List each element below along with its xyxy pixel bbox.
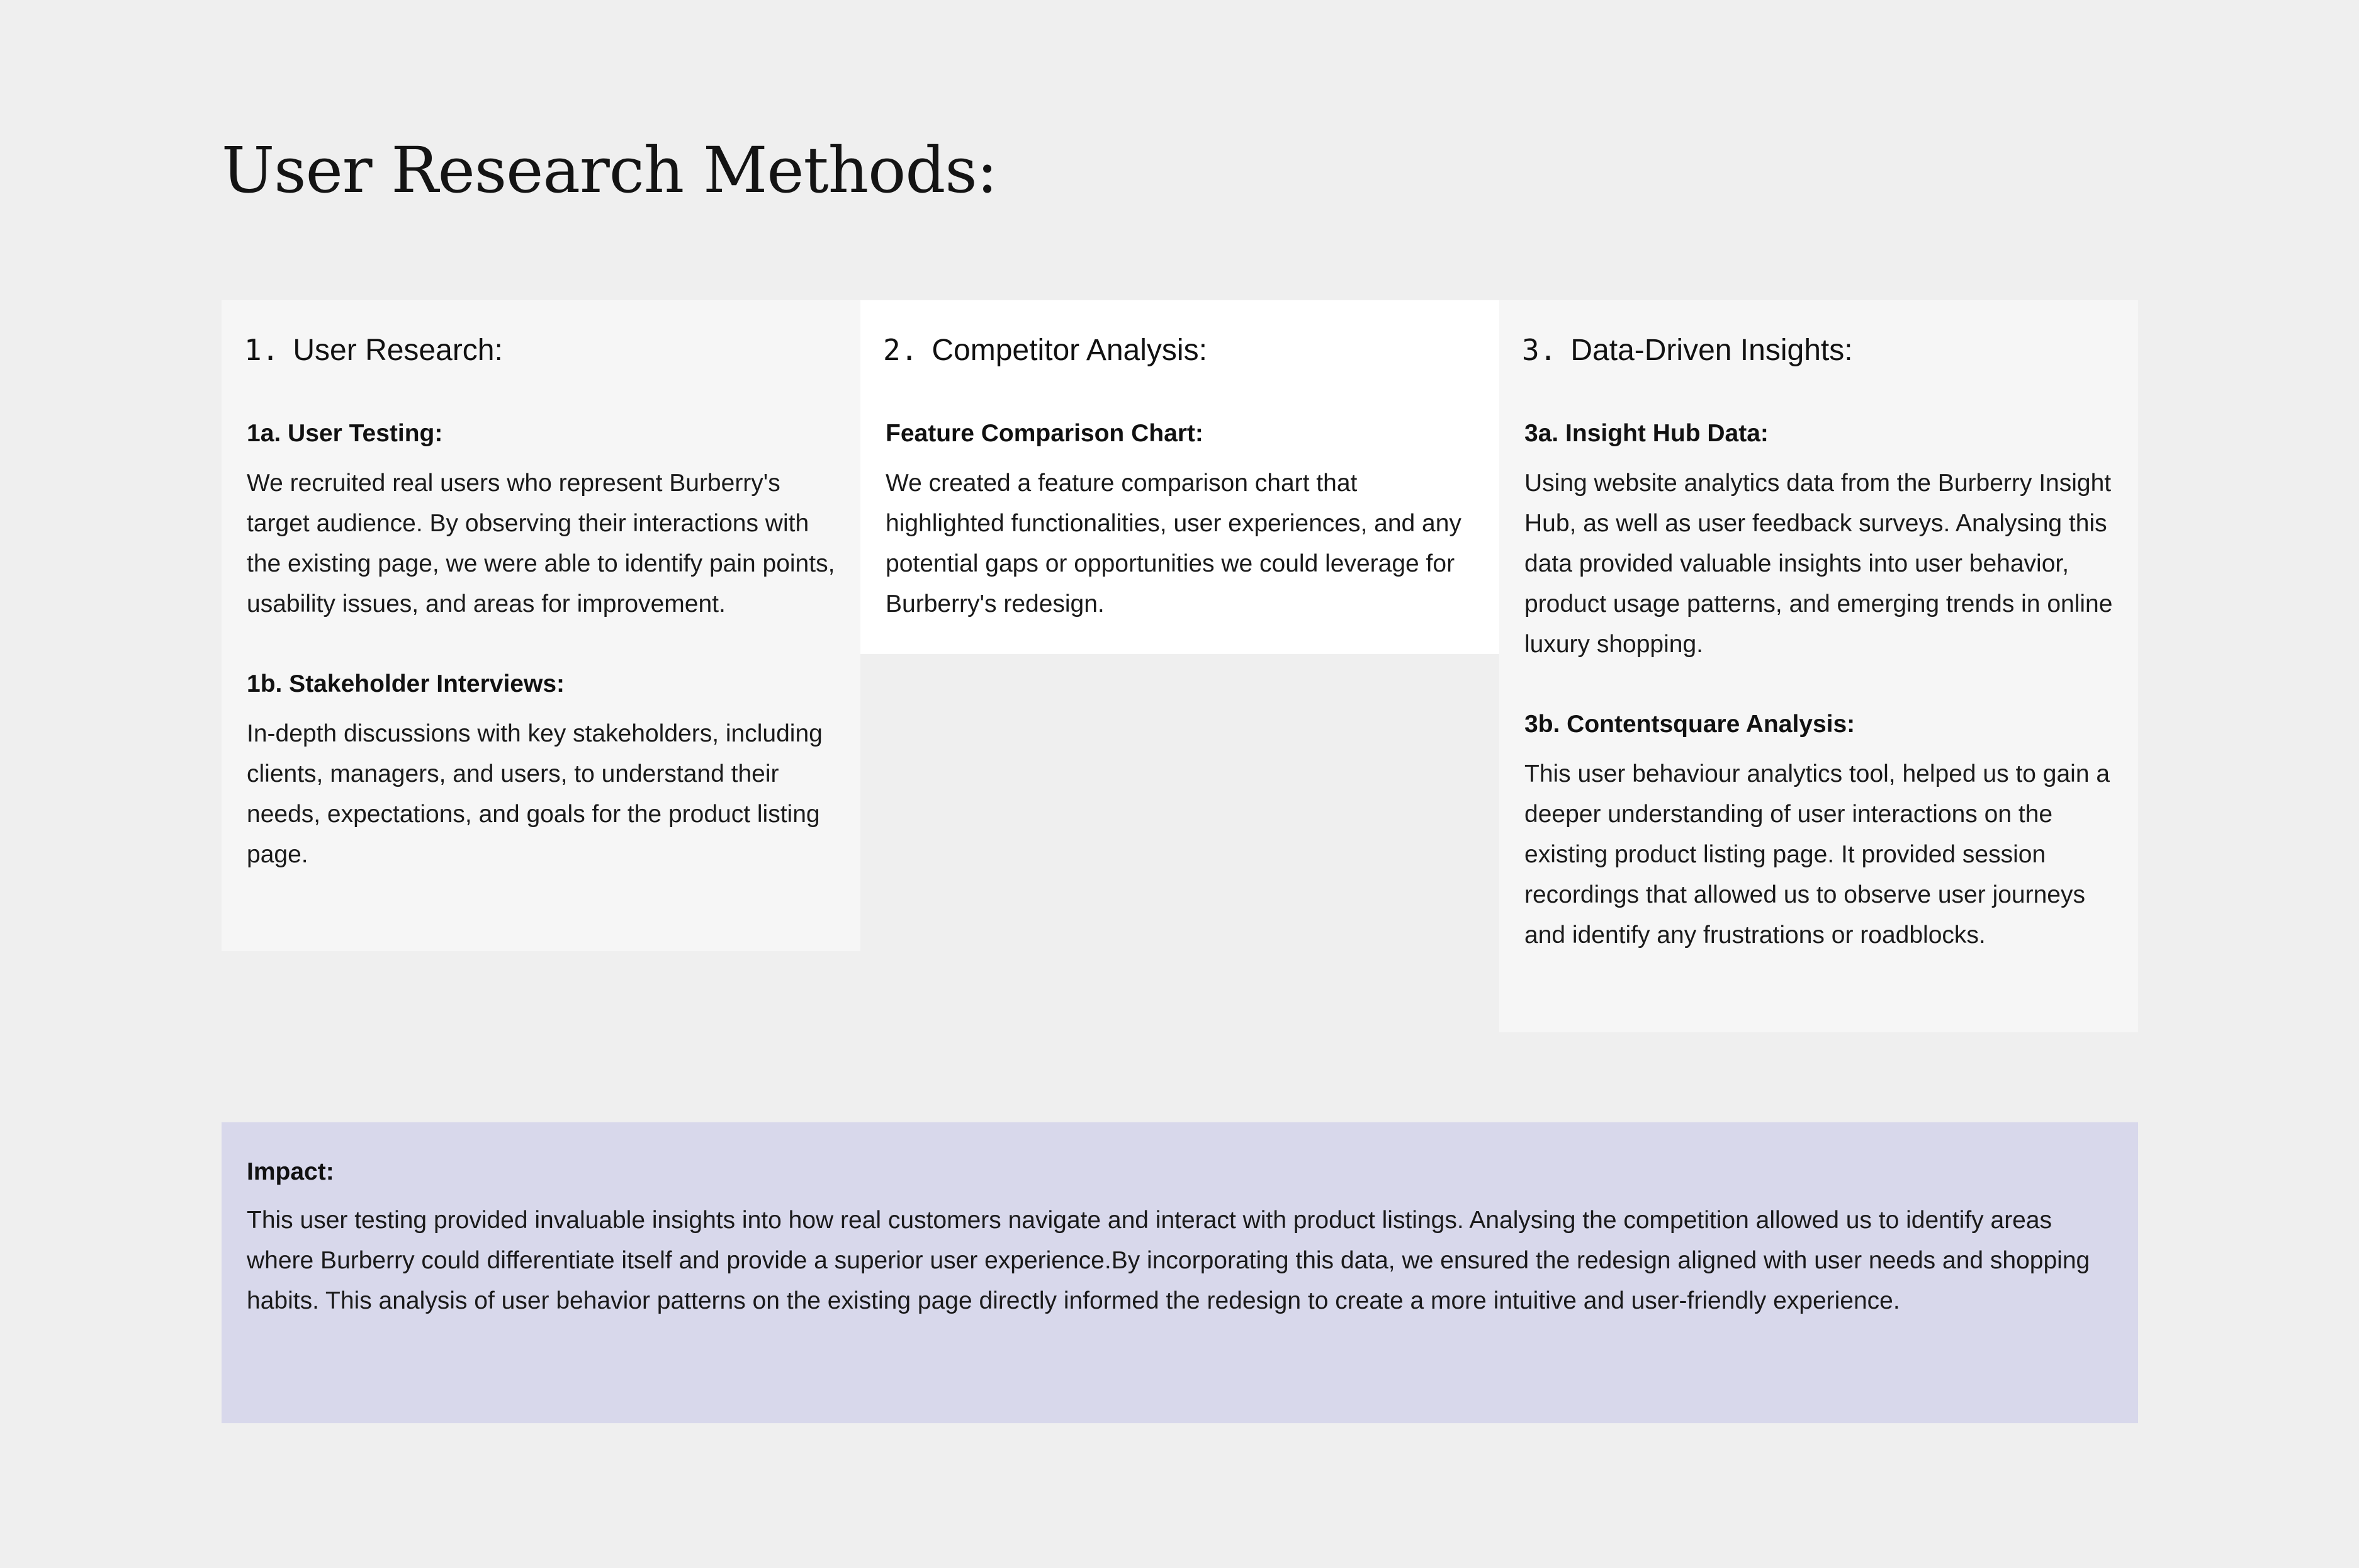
section-text: We recruited real users who represent Burberry's target audience. By observing their interactions with the existing page, we were able to identify pain points, usability issues, and areas for improvement. [247,470,835,618]
card-heading [883,328,1207,373]
section-insight-hub-data [1524,410,2113,665]
section-heading: 3b. Contentsquare Analysis: [1524,711,1855,738]
card-number: 2. [883,333,918,367]
section-user-testing [247,410,835,624]
card-heading [244,328,503,373]
section-heading: Feature Comparison Chart: [886,420,1203,447]
section-text: We created a feature comparison chart that highlighted functionalities, user experiences, and any potential gaps or opportunities we could leverage for Burberry's redesign. [886,470,1461,618]
impact-panel [222,1122,2138,1423]
card-title: Data-Driven Insights: [1570,334,1853,367]
section-heading: 1b. Stakeholder Interviews: [247,670,565,697]
section-text: Using website analytics data from the Burberry Insight Hub, as well as user feedback surveys. Analysing this data provided valuable insights into user behavior, product usage patterns, and emerging trends in online luxury shopping. [1524,470,2113,658]
section-heading: 1a. User Testing: [247,420,443,447]
card-heading [1522,328,1853,373]
section-text: In-depth discussions with key stakeholders, including clients, managers, and users, to understand their needs, expectations, and goals for the product listing page. [247,720,823,868]
card-title: Competitor Analysis: [932,334,1207,367]
impact-text: This user testing provided invaluable insights into how real customers navigate and interact with product listings. Analysing the competition allowed us to identify areas where Burberry could differentiate itself and provide a superior user experience.By incorporating this data, we ensured the redesign aligned with user needs and shopping habits. This analysis of user behavior patterns on the existing page directly informed the redesign to create a more intuitive and user-friendly experience. [247,1207,2090,1314]
card-title: User Research: [293,334,503,367]
card-data-driven-insights [1499,300,2138,1032]
section-feature-comparison [886,410,1474,624]
card-number: 1. [244,333,279,367]
card-body [1524,410,2113,956]
section-heading: 3a. Insight Hub Data: [1524,420,1769,447]
section-stakeholder-interviews [247,661,835,875]
section-contentsquare-analysis [1524,701,2113,956]
card-competitor-analysis [860,300,1499,654]
card-body [247,410,835,875]
card-body [886,410,1474,624]
section-text: This user behaviour analytics tool, helped us to gain a deeper understanding of user interactions on the existing product listing page. It provided session recordings that allowed us to observe user journeys and identify any frustrations or roadblocks. [1524,760,2110,949]
card-number: 3. [1522,333,1557,367]
page-title: User Research Methods: [222,133,998,207]
card-user-research [222,300,860,951]
impact-heading: Impact: [247,1158,334,1185]
